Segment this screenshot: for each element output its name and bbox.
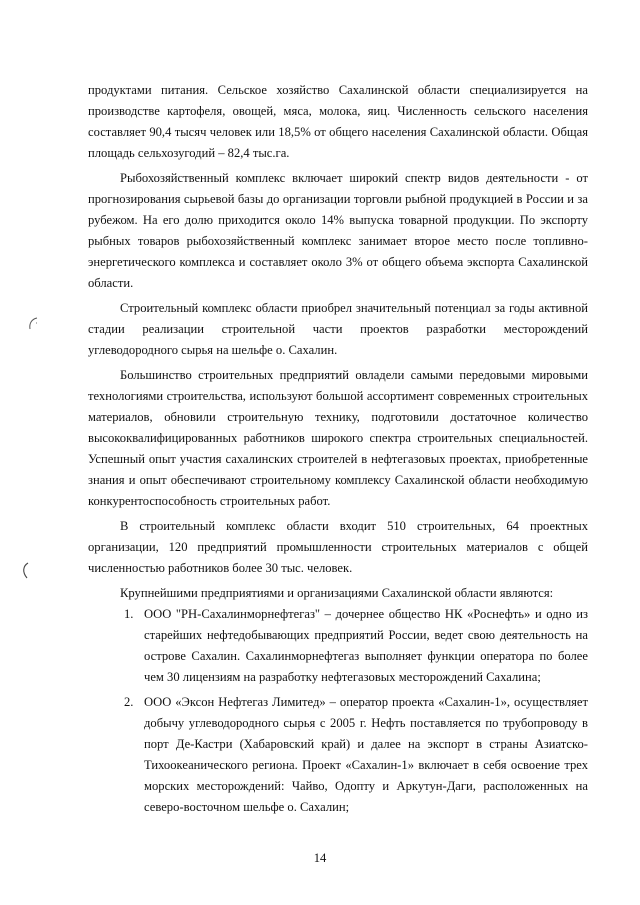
paragraph: Крупнейшими предприятиями и организациями Сахалинской области являются: bbox=[120, 586, 554, 600]
list-item-number: 2. bbox=[124, 695, 134, 709]
page-number: 14 bbox=[313, 851, 327, 865]
paragraph: Большинство строительных предприятий овладели самыми передовыми мировыми технологиями строительства, используют большой ассортимент современных строительных материалов, обновили строительную технику, подготовили достаточное количество высококвалифицированных работников широкого спектра строительных специальностей. Успешный опыт участия сахалинских строителей в нефтегазовых проектах, приобретенные знания и опыт обеспечивают строительному комплексу Сахалинской области необходимую конкурентоспособность строительных работ. bbox=[88, 368, 588, 508]
numbered-list bbox=[88, 604, 588, 818]
list-item bbox=[88, 604, 588, 688]
list-item bbox=[88, 692, 588, 818]
margin-pencil-mark bbox=[26, 316, 40, 334]
list-item-number: 1. bbox=[124, 607, 134, 621]
paragraph: Рыбохозяйственный комплекс включает широкий спектр видов деятельности - от прогнозирования сырьевой базы до организации торговли рыбной продукцией в России и за рубежом. На его долю приходится около 14% выпуска товарной продукции. По экспорту рыбных товаров рыбохозяйственный комплекс занимает второе место после топливно-энергетического комплекса и составляет около 3% от общего объема экспорта Сахалинской области. bbox=[88, 171, 588, 290]
paragraph: Строительный комплекс области приобрел значительный потенциал за годы активной стадии реализации строительной части проектов разработки месторождений углеводородного сырья на шельфе о. Сахалин. bbox=[88, 301, 588, 357]
margin-pencil-mark bbox=[18, 562, 32, 580]
body-text bbox=[88, 80, 588, 818]
paragraph: продуктами питания. Сельское хозяйство Сахалинской области специализируется на производстве картофеля, овощей, мяса, молока, яиц. Численность сельского населения составляет 90,4 тысяч человек или 18,5% от общего населения Сахалинской области. Общая площадь сельхозугодий – 82,4 тыс.га. bbox=[88, 83, 588, 160]
list-item-text: ООО "РН-Сахалинморнефтегаз" – дочернее общество НК «Роснефть» и одно из старейших нефтедобывающих предприятий России, ведет свою деятельность на острове Сахалин. Сахалинморнефтегаз выполняет функции оператора по более чем 30 лицензиям на разработку нефтегазовых месторождений Сахалина; bbox=[144, 607, 588, 684]
list-item-text: ООО «Эксон Нефтегаз Лимитед» – оператор проекта «Сахалин-1», осуществляет добычу углеводородного сырья с 2005 г. Нефть поставляется по трубопроводу в порт Де-Кастри (Хабаровский край) и далее на экспорт в страны Азиатско-Тихоокеанического региона. Проект «Сахалин-1» включает в себя освоение трех морских месторождений: Чайво, Одопту и Аркутун-Даги, расположенных на северо-восточном шельфе о. Сахалин; bbox=[144, 695, 588, 814]
paragraph: В строительный комплекс области входит 510 строительных, 64 проектных организации, 120 предприятий промышленности строительных материалов с общей численностью работников более 30 тыс. человек. bbox=[88, 519, 588, 575]
